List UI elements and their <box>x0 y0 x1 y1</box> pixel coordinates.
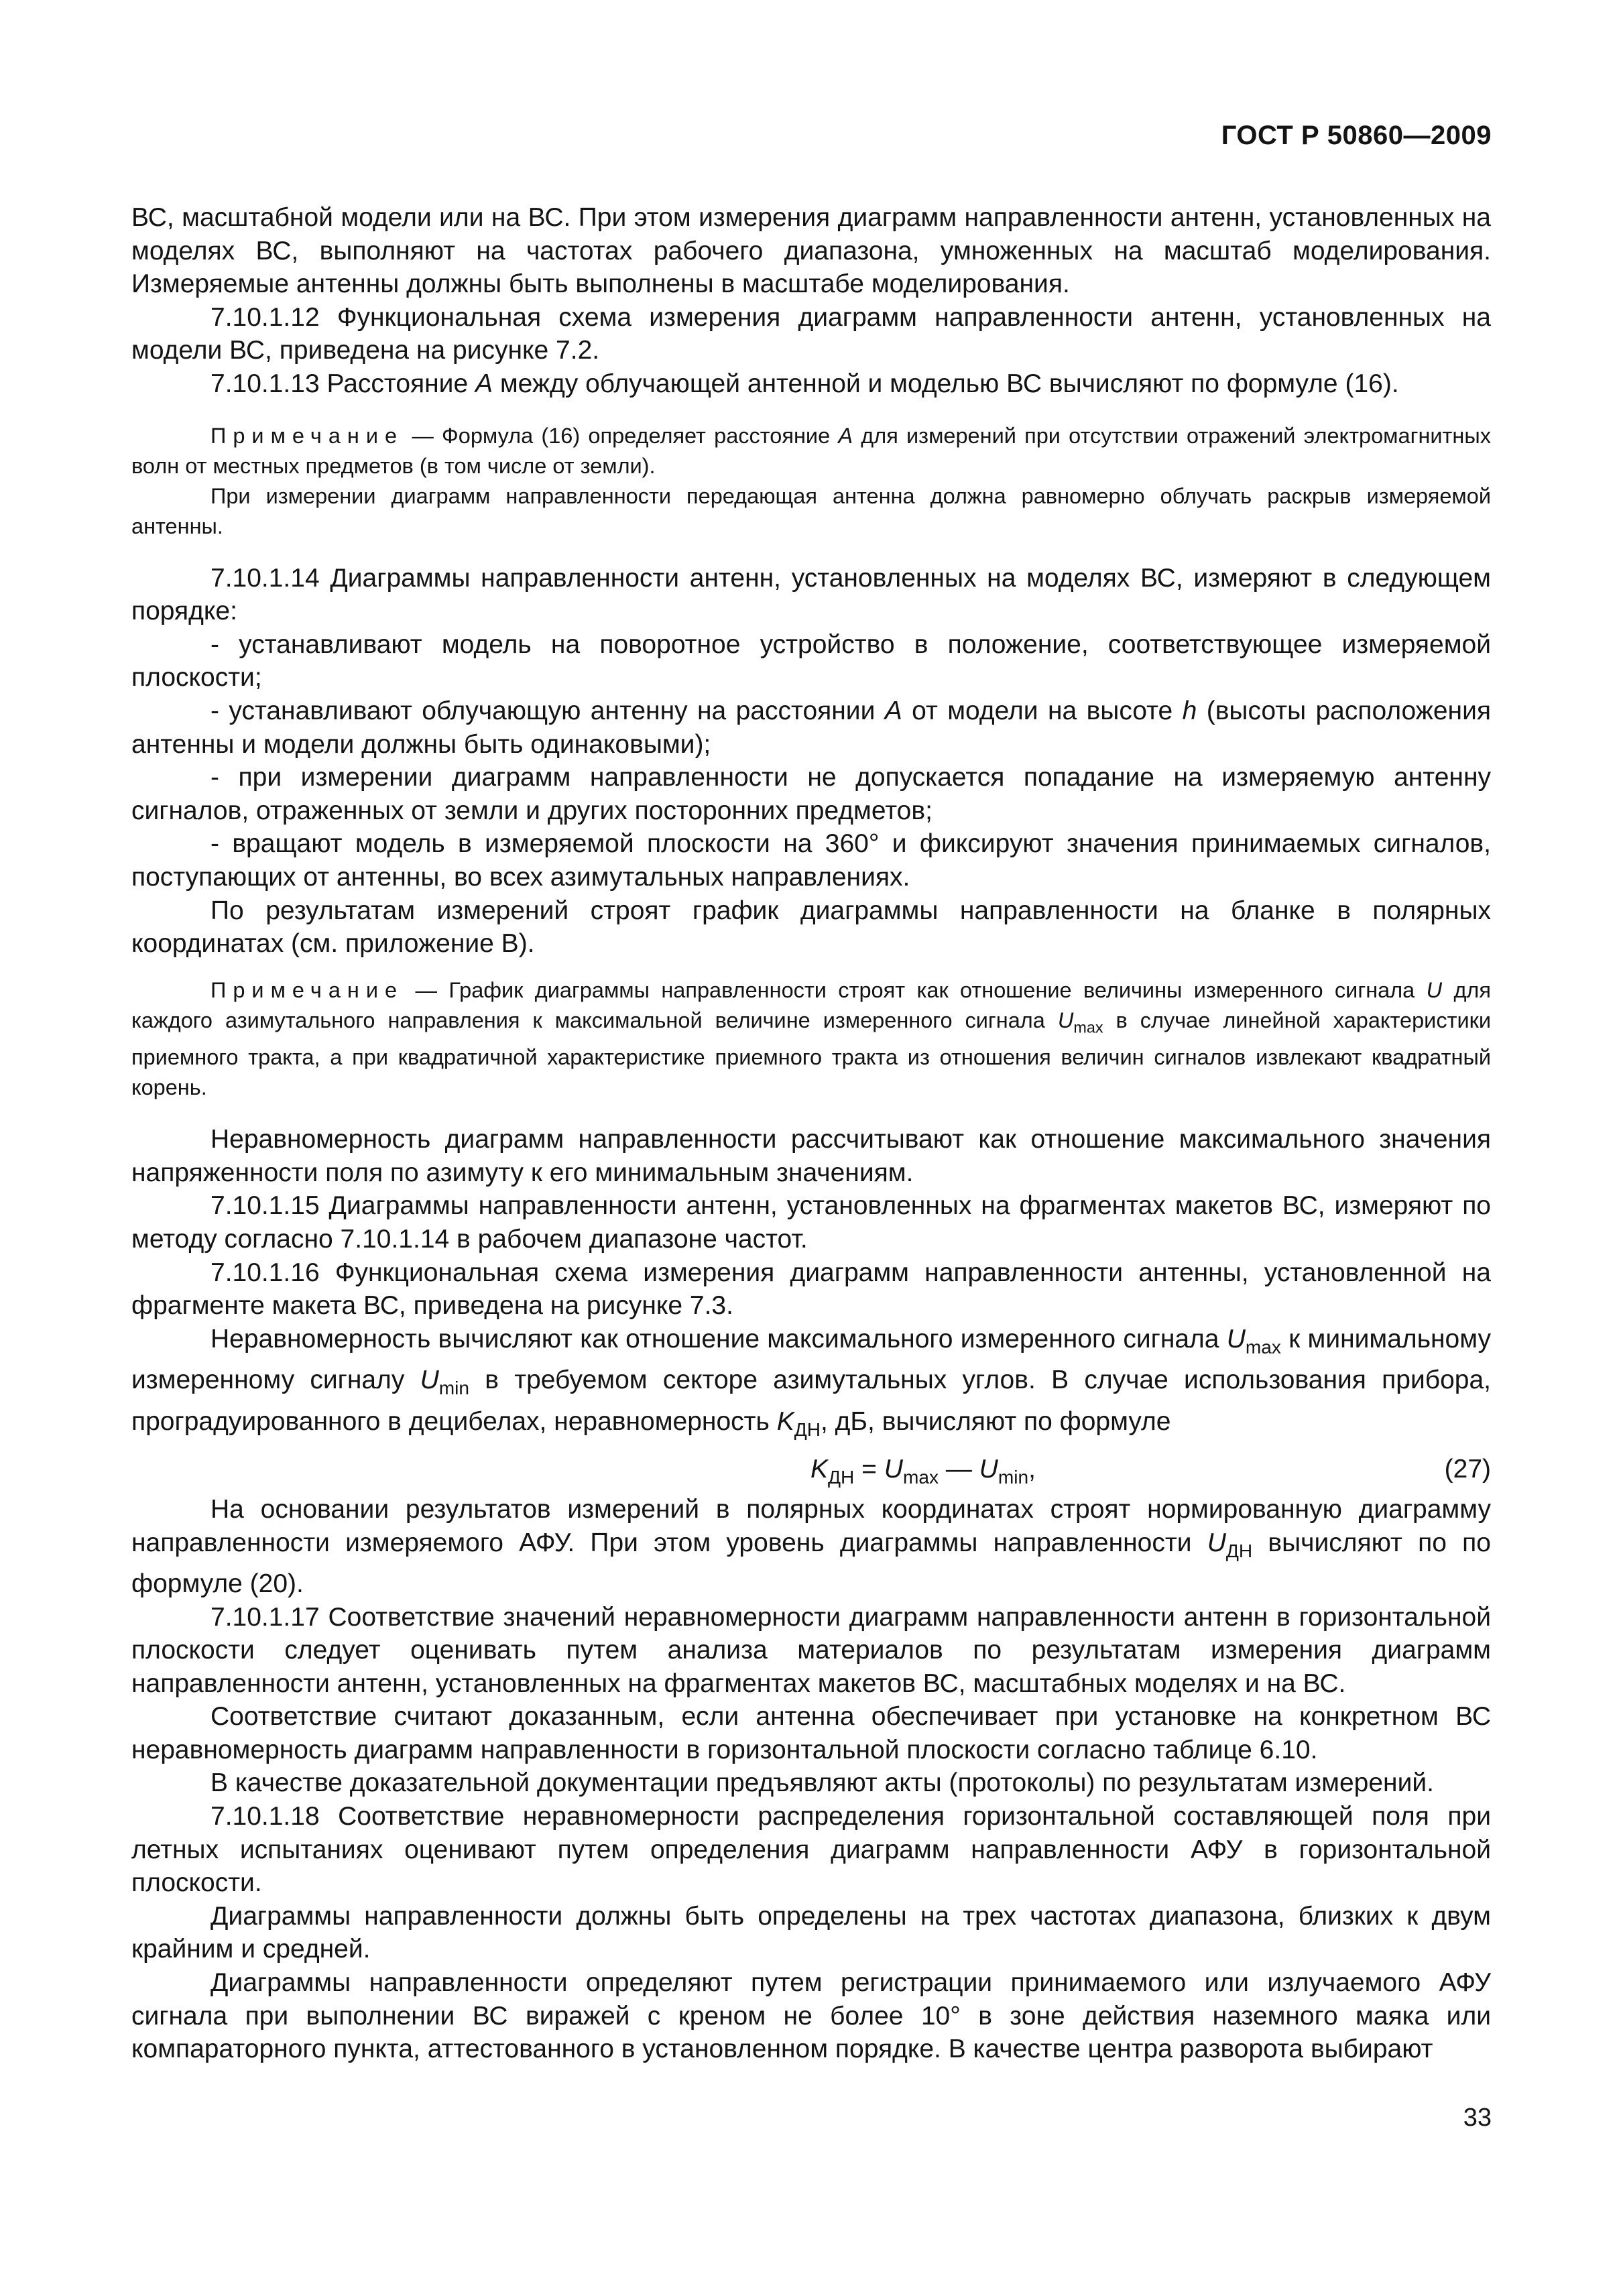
paragraph: ВС, масштабной модели или на ВС. При этом измерения диаграмм направленности антенн, установленных на моделях ВС, выполняют на частотах рабочего диапазона, умноженных на масштаб моделирования. Измеряемые антенны должны быть выполнены в масштабе моделирования. <box>131 203 1491 299</box>
note-1-continued: При измерении диаграмм направленности передающая антенна должна равномерно облучать раскрыв измеряемой антенны. <box>131 483 1491 538</box>
formula-expression: $K_{ДН} = U_{max}$ — $U_{min}$, <box>810 1454 1036 1488</box>
paragraph: На основании результатов измерений в полярных координатах строят нормированную диаграмму направленности измеряемого АФУ. При этом уровень диаграммы направленности $U_{ДН}$ вычисляют по по формуле (20). <box>131 1494 1491 1598</box>
note-label: Примечание <box>211 977 404 1002</box>
document-body <box>131 201 1491 2066</box>
list-item: - устанавливают модель на поворотное устройство в положение, соответствующее измеряемой плоскости; <box>131 629 1491 692</box>
note-1: Примечание — Формула (16) определяет расстояние A для измерений при отсутствии отражений электромагнитных волн от местных предметов (в том числе от земли). <box>131 423 1491 478</box>
paragraph: 7.10.1.15 Диаграммы направленности антенн, установленных на фрагментах макетов ВС, измеряют по методу согласно 7.10.1.14 в рабочем диапазоне частот. <box>131 1191 1491 1254</box>
document-header: ГОСТ Р 50860—2009 <box>1221 121 1492 150</box>
paragraph: 7.10.1.16 Функциональная схема измерения диаграмм направленности антенны, установленной на фрагменте макета ВС, приведена на рисунке 7.3. <box>131 1258 1491 1321</box>
paragraph: Диаграммы направленности определяют путем регистрации принимаемого или излучаемого АФУ сигнала при выполнении ВС виражей с креном не более 10° в зоне действия наземного маяка или компараторного пункта, аттестованного в установленном порядке. В качестве центра разворота выбирают <box>131 1968 1491 2064</box>
paragraph: 7.10.1.17 Соответствие значений неравномерности диаграмм направленности антенн в горизонтальной плоскости следует оценивать путем анализа материалов по результатам измерения диаграмм направленности антенн, установленных на фрагментах макетов ВС, масштабных моделях и на ВС. <box>131 1602 1491 1698</box>
paragraph: Неравномерность диаграмм направленности рассчитывают как отношение максимального значения напряженности поля по азимуту к его минимальным значениям. <box>131 1125 1491 1187</box>
note-label: Примечание <box>211 423 404 448</box>
paragraph: Диаграммы направленности должны быть определены на трех частотах диапазона, близких к двум крайним и средней. <box>131 1901 1491 1964</box>
list-item: - устанавливают облучающую антенну на расстоянии A от модели на высоте h (высоты расположения антенны и модели должны быть одинаковыми); <box>131 696 1491 759</box>
page-number: 33 <box>1463 2104 1492 2132</box>
paragraph: По результатам измерений строят график диаграммы направленности на бланке в полярных координатах (см. приложение В). <box>131 896 1491 959</box>
paragraph: Неравномерность вычисляют как отношение максимального измеренного сигнала $U_{max}$ к минимальному измеренному сигналу $U_{min}$ в требуемом секторе азимутальных углов. В случае использования прибора, проградуированного в децибелах, неравномерность $K_{ДН}$, дБ, вычисляют по формуле <box>131 1324 1492 1440</box>
paragraph: 7.10.1.14 Диаграммы направленности антенн, установленных на моделях ВС, измеряют в следующем порядке: <box>131 563 1491 626</box>
list-item: - при измерении диаграмм направленности не допускается попадание на измеряемую антенну сигналов, отраженных от земли и других посторонних предметов; <box>131 763 1491 825</box>
paragraph: 7.10.1.13 Расстояние A между облучающей антенной и моделью ВС вычисляют по формуле (16). <box>211 369 1399 398</box>
paragraph: 7.10.1.12 Функциональная схема измерения диаграмм направленности антенн, установленных на модели ВС, приведена на рисунке 7.2. <box>131 302 1491 365</box>
note-2: Примечание — График диаграммы направленности строят как отношение величины измеренного сигнала U для каждого азимутального направления к максимальной величине измеренного сигнала $U_{max}$ в случае линейной характеристики приемного тракта, а при квадратичной характеристике приемного тракта из отношения величин сигналов извлекают квадратный корень. <box>131 977 1491 1100</box>
paragraph: В качестве доказательной документации предъявляют акты (протоколы) по результатам измерений. <box>211 1768 1434 1798</box>
formula-number: (27) <box>1444 1454 1491 1484</box>
paragraph: 7.10.1.18 Соответствие неравномерности распределения горизонтальной составляющей поля при летных испытаниях оценивают путем определения диаграмм направленности АФУ в горизонтальной плоскости. <box>131 1802 1491 1898</box>
list-item: - вращают модель в измеряемой плоскости на 360° и фиксируют значения принимаемых сигналов, поступающих от антенны, во всех азимутальных направлениях. <box>131 829 1491 892</box>
paragraph: Соответствие считают доказанным, если антенна обеспечивает при установке на конкретном ВС неравномерность диаграмм направленности в горизонтальной плоскости согласно таблице 6.10. <box>131 1702 1491 1764</box>
formula-27 <box>131 1453 1491 1488</box>
